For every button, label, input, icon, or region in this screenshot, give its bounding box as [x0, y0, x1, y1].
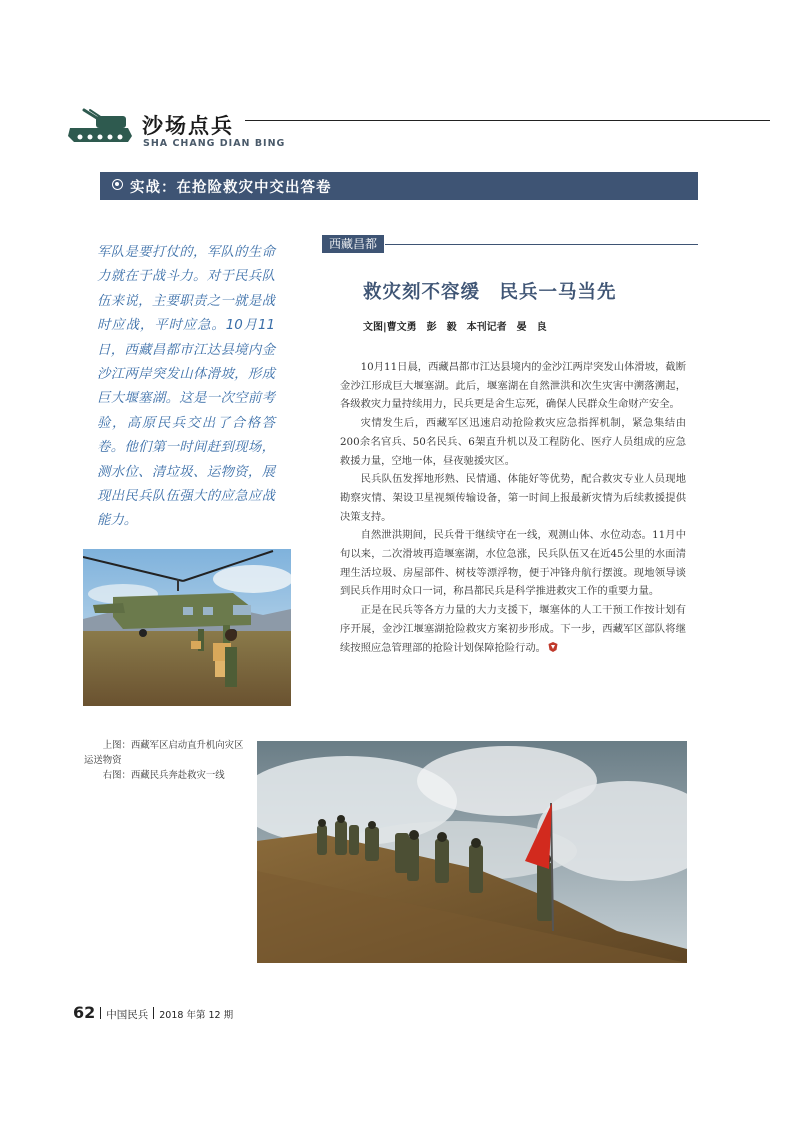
body-paragraph — [340, 601, 686, 657]
page-footer — [73, 1003, 233, 1022]
photo-captions — [84, 738, 252, 783]
article-title: 救灾刻不容缓 民兵一马当先 — [363, 282, 617, 303]
target-circle-icon — [112, 179, 123, 190]
end-mark-icon — [548, 642, 558, 652]
header-rule — [245, 120, 770, 121]
caption-top: 上图：西藏军区启动直升机向灾区运送物资 — [84, 740, 244, 766]
caption-right: 右图：西藏民兵奔赴救灾一线 — [102, 770, 225, 781]
body-paragraph-text: 正是在民兵等各方力量的大力支援下，堰塞体的人工干预工作按计划有序开展，金沙江堰塞湖抢险救灾方案初步形成。下一步，西藏军区部队将继续按照应急管理部的抢险计划保障抢险行动。 — [340, 604, 686, 654]
footer-divider — [153, 1007, 154, 1019]
body-paragraph: 10月11日晨，西藏昌都市江达县境内的金沙江两岸突发山体滑坡，截断金沙江形成巨大堰塞湖。此后，堰塞湖在自然泄洪和次生灾害中溯落溯起，各级救灾力量持续用力，民兵更是舍生忘死，确保人民群众生命财产安全。 — [340, 361, 686, 411]
tank-icon — [66, 106, 136, 146]
body-paragraph: 民兵队伍发挥地形熟、民情通、体能好等优势，配合救灾专业人员现地勘察灾情、架设卫星视频传输设备，第一时间上报最新灾情为后续救援提供决策支持。 — [340, 473, 686, 523]
page-number: 62 — [73, 1003, 96, 1022]
intro-text: 军队是要打仗的，军队的生命力就在于战斗力。对于民兵队伍来说，主要职责之一就是战时应战，平时应急。10月11日，西藏昌都市江达县境内金沙江两岸突发山体滑坡，形成巨大堰塞湖。这是一次空前考验，高原民兵交出了合格答卷。他们第一时间赶到现场，测水位、清垃圾、运物资，展现出民兵队伍强大的应急应战能力。 — [97, 245, 275, 529]
location-tag: 西藏昌都 — [322, 235, 384, 253]
column-title-pinyin: SHA CHANG DIAN BING — [143, 138, 286, 149]
issue-label: 2018 年第 12 期 — [159, 1010, 234, 1021]
body-paragraph: 灾情发生后，西藏军区迅速启动抢险救灾应急指挥机制，紧急集结由200余名官兵、50名民兵、6架直升机以及工程防化、医疗人员组成的应急救援力量，空地一体，昼夜驰援灾区。 — [340, 417, 686, 467]
article-body — [340, 358, 686, 657]
body-paragraph: 自然泄洪期间，民兵骨干继续守在一线，观测山体、水位动态。11月中旬以来，二次滑坡再造堰塞湖，水位急涨，民兵队伍又在近45公里的水面清理生活垃圾、房屋部件、树枝等漂浮物，便于冲锋舟航行摆渡。现地领导谈到民兵作用时众口一词，称昌都民兵是科学推进救灾工作的重要力量。 — [340, 529, 686, 598]
footer-divider — [100, 1007, 101, 1019]
tag-divider — [385, 244, 698, 245]
section-banner-text: 实战：在抢险救灾中交出答卷 — [130, 180, 332, 196]
helicopter-photo — [83, 549, 291, 706]
column-title: 沙场点兵 — [142, 114, 234, 138]
magazine-name: 中国民兵 — [106, 1009, 149, 1021]
militia-march-photo — [257, 741, 687, 963]
article-byline: 文图|曹文勇 彭 毅 本刊记者 晏 良 — [363, 322, 547, 333]
